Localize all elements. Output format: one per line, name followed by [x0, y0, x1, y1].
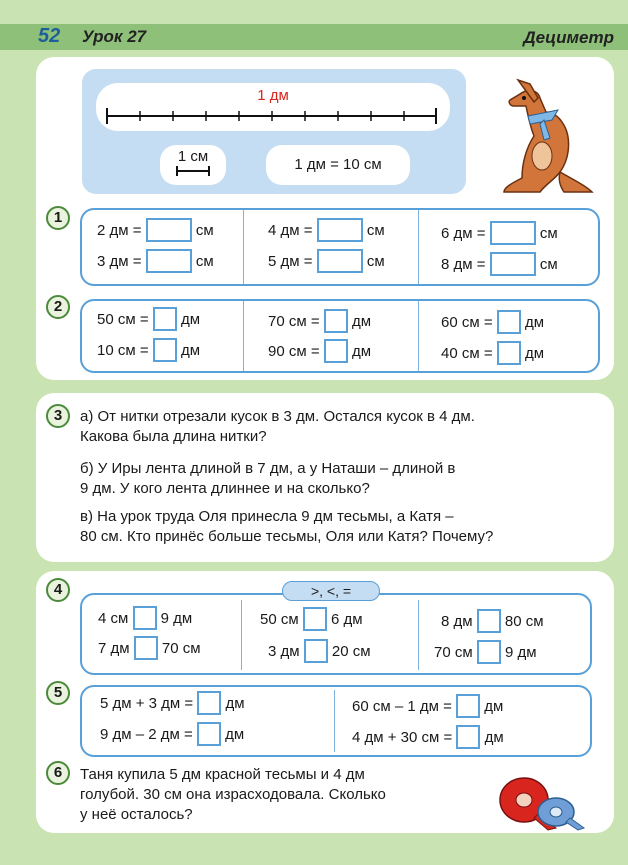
- answer-box[interactable]: [477, 609, 501, 633]
- task2-divider: [418, 301, 419, 371]
- task1-unit: см: [539, 255, 558, 273]
- task5-expression: 5 дм + 3 дм =: [100, 694, 194, 712]
- task1-expression: 3 дм =: [97, 252, 142, 270]
- task2-expression: 60 см =: [441, 313, 493, 331]
- task2-item: [441, 310, 544, 334]
- task1-item: [97, 249, 214, 273]
- task4-left: 50 см: [260, 610, 299, 628]
- task4-item: [98, 606, 192, 630]
- task6-text: [80, 765, 386, 825]
- task4-divider: [241, 600, 242, 670]
- task1-divider: [243, 210, 244, 284]
- task2-expression: 50 см =: [97, 310, 149, 328]
- answer-box[interactable]: [134, 636, 158, 660]
- task3-a-line: а) От нитки отрезали кусок в 3 дм. Остался кусок в 4 дм.: [80, 408, 475, 425]
- task3-c-line: 80 см. Кто принёс больше тесьмы, Оля или Катя? Почему?: [80, 528, 494, 545]
- comparison-signs: >, <, =: [282, 581, 380, 601]
- task5-unit: дм: [225, 725, 245, 743]
- task5-expression: 9 дм – 2 дм =: [100, 725, 193, 743]
- task2-unit: дм: [524, 344, 545, 362]
- answer-box[interactable]: [324, 339, 348, 363]
- task1-expression: 8 дм =: [441, 255, 486, 273]
- task4-right: 80 см: [504, 612, 544, 630]
- task5-item: [100, 691, 245, 715]
- task-number-1: 1: [46, 206, 70, 230]
- task2-unit: дм: [351, 342, 372, 360]
- answer-box[interactable]: [317, 249, 363, 273]
- task4-left: 8 дм: [441, 612, 473, 630]
- task5-expression: 4 дм + 30 см =: [352, 728, 453, 746]
- answer-box[interactable]: [146, 249, 192, 273]
- task5-item: [100, 722, 244, 746]
- answer-box[interactable]: [133, 606, 157, 630]
- task1-unit: см: [539, 224, 558, 242]
- task5-unit: дм: [484, 697, 504, 715]
- task-number-5: 5: [46, 681, 70, 705]
- answer-box[interactable]: [497, 310, 521, 334]
- answer-box[interactable]: [477, 640, 501, 664]
- task2-item: [268, 339, 371, 363]
- answer-box[interactable]: [324, 309, 348, 333]
- task4-right: 6 дм: [331, 610, 363, 628]
- task1-unit: см: [195, 221, 214, 239]
- task3-a-line: Какова была длина нитки?: [80, 428, 267, 445]
- task5-expression: 60 см – 1 дм =: [352, 697, 452, 715]
- cm-scale: [173, 166, 213, 176]
- task1-item: [441, 252, 558, 276]
- task5-unit: дм: [225, 694, 245, 712]
- task4-item: [98, 636, 201, 660]
- task3-part-b: [80, 459, 455, 499]
- task2-item: [268, 309, 371, 333]
- ruler-equation: 1 дм = 10 см: [294, 156, 382, 173]
- task3-c-line: в) На урок труда Оля принесла 9 дм тесьмы, а Катя –: [80, 508, 454, 525]
- task2-item: [97, 307, 200, 331]
- cm-pill: [160, 145, 226, 185]
- task4-left: 7 дм: [98, 639, 130, 657]
- task2-unit: дм: [180, 341, 201, 359]
- page-number: 52: [38, 25, 61, 47]
- task-number-4: 4: [46, 578, 70, 602]
- task1-expression: 2 дм =: [97, 221, 142, 239]
- answer-box[interactable]: [146, 218, 192, 242]
- task2-unit: дм: [524, 313, 545, 331]
- task2-item: [441, 341, 544, 365]
- task4-left: 3 дм: [268, 642, 300, 660]
- page-header: [0, 24, 628, 50]
- task1-item: [268, 218, 385, 242]
- answer-box[interactable]: [456, 694, 480, 718]
- task4-left: 4 см: [98, 609, 129, 627]
- ruler-strip: [96, 83, 450, 131]
- ruler-label: 1 дм: [257, 87, 289, 104]
- cm-label: 1 см: [177, 148, 209, 165]
- task2-expression: 90 см =: [268, 342, 320, 360]
- task1-unit: см: [366, 252, 385, 270]
- task2-item: [97, 338, 200, 362]
- task6-line: голубой. 30 см она израсходовала. Сколько: [80, 786, 386, 803]
- task-number-6: 6: [46, 761, 70, 785]
- ruler-scale: [96, 83, 450, 131]
- answer-box[interactable]: [197, 691, 221, 715]
- task4-item: [268, 639, 371, 663]
- task3-part-c: [80, 507, 493, 547]
- task-number-3: 3: [46, 404, 70, 428]
- task1-item: [97, 218, 214, 242]
- task5-divider: [334, 690, 335, 752]
- task5-item: [352, 694, 503, 718]
- task1-item: [441, 221, 558, 245]
- task4-item: [260, 607, 363, 631]
- answer-box[interactable]: [317, 218, 363, 242]
- task1-unit: см: [195, 252, 214, 270]
- task6-line: Таня купила 5 дм красной тесьмы и 4 дм: [80, 766, 365, 783]
- task3-b-line: 9 дм. У кого лента длиннее и на сколько?: [80, 480, 370, 497]
- task5-unit: дм: [484, 728, 504, 746]
- task3-b-line: б) У Иры лента длиной в 7 дм, а у Наташи – длиной в: [80, 460, 456, 477]
- task-number-2: 2: [46, 295, 70, 319]
- task3-part-a: [80, 407, 475, 447]
- task2-divider: [243, 301, 244, 371]
- task1-item: [268, 249, 385, 273]
- answer-box[interactable]: [303, 607, 327, 631]
- answer-box[interactable]: [153, 307, 177, 331]
- task2-unit: дм: [351, 312, 372, 330]
- topic-title: Дециметр: [523, 28, 614, 47]
- task4-right: 9 дм: [160, 609, 193, 627]
- kangaroo-illustration: [500, 76, 596, 196]
- answer-box[interactable]: [490, 252, 536, 276]
- task2-expression: 10 см =: [97, 341, 149, 359]
- task4-item: [441, 609, 544, 633]
- answer-box[interactable]: [153, 338, 177, 362]
- ruler-box: [82, 69, 466, 194]
- task1-expression: 4 дм =: [268, 221, 313, 239]
- lesson-title: Урок 27: [82, 27, 147, 46]
- answer-box[interactable]: [456, 725, 480, 749]
- answer-box[interactable]: [197, 722, 221, 746]
- ribbon-rolls-illustration: [494, 770, 586, 832]
- equation-pill: [266, 145, 410, 185]
- task1-unit: см: [366, 221, 385, 239]
- answer-box[interactable]: [304, 639, 328, 663]
- task2-expression: 40 см =: [441, 344, 493, 362]
- task2-expression: 70 см =: [268, 312, 320, 330]
- task1-expression: 6 дм =: [441, 224, 486, 242]
- answer-box[interactable]: [490, 221, 536, 245]
- task1-divider: [418, 210, 419, 284]
- task4-right: 9 дм: [505, 643, 537, 661]
- task4-left: 70 см: [434, 643, 473, 661]
- task4-item: [434, 640, 537, 664]
- task4-right: 70 см: [161, 639, 201, 657]
- task6-line: у неё осталось?: [80, 806, 193, 823]
- task5-item: [352, 725, 504, 749]
- answer-box[interactable]: [497, 341, 521, 365]
- task2-unit: дм: [180, 310, 201, 328]
- task1-expression: 5 дм =: [268, 252, 313, 270]
- task4-divider: [418, 600, 419, 670]
- task4-right: 20 см: [331, 642, 371, 660]
